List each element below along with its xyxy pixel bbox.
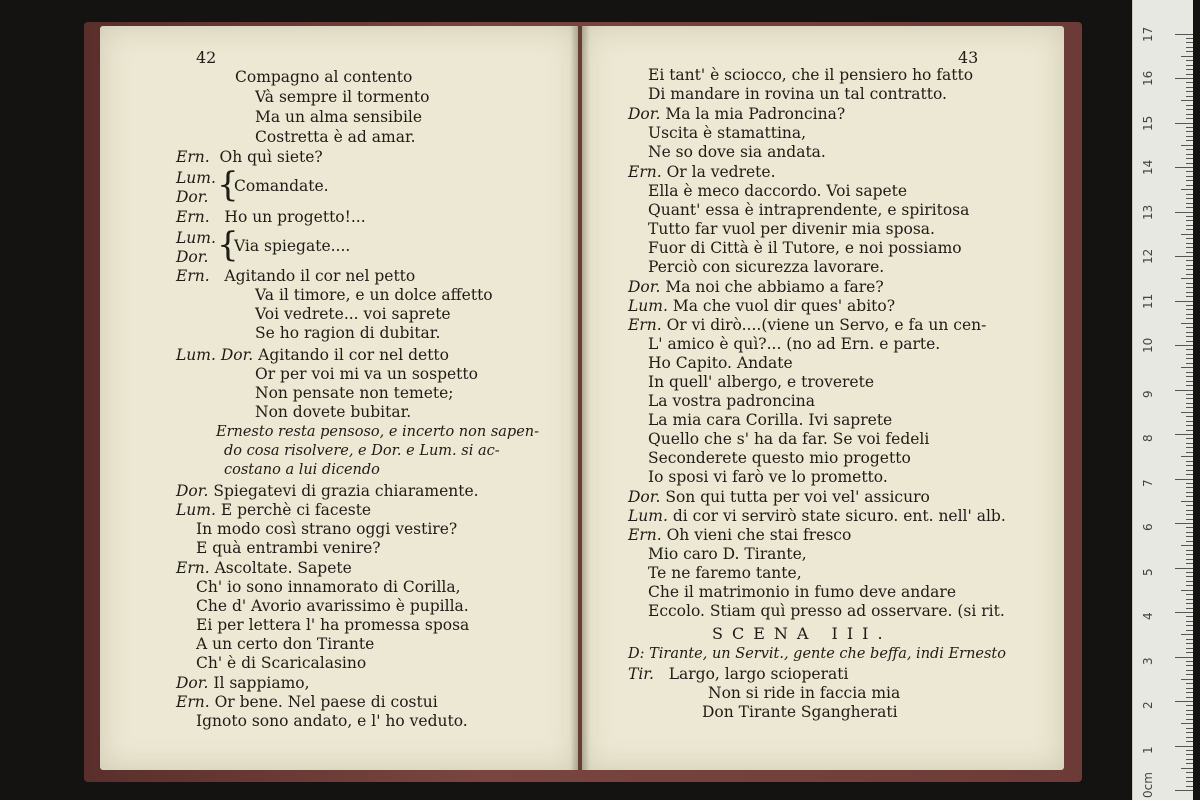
- ruler-tick: [1175, 390, 1193, 391]
- ruler-minor-tick: [1186, 688, 1193, 689]
- ruler-minor-tick: [1186, 292, 1193, 293]
- stage-direction: D: Tirante, un Servit., gente che beffa, indi Ernesto: [628, 646, 1006, 662]
- ruler-minor-tick: [1186, 60, 1193, 61]
- ruler-minor-tick: [1181, 189, 1193, 190]
- ruler-minor-tick: [1186, 470, 1193, 471]
- speaker-label: Ern.: [176, 693, 210, 711]
- ruler-minor-tick: [1186, 363, 1193, 364]
- ruler-minor-tick: [1181, 590, 1193, 591]
- ruler-label: 11: [1141, 293, 1155, 309]
- speaker-label: Dor.: [176, 674, 209, 692]
- ruler-tick: [1175, 78, 1193, 79]
- ruler-tick: [1175, 657, 1193, 658]
- ruler-minor-tick: [1186, 69, 1193, 70]
- ruler-minor-tick: [1186, 510, 1193, 511]
- ruler-minor-tick: [1186, 65, 1193, 66]
- ruler-minor-tick: [1186, 430, 1193, 431]
- dialogue-line: La mia cara Corilla. Ivi saprete: [648, 411, 893, 429]
- ruler-minor-tick: [1181, 501, 1193, 502]
- right-page: [582, 26, 1064, 770]
- ruler-tick: [1175, 301, 1193, 302]
- ruler-tick: [1175, 123, 1193, 124]
- ruler-label: 16: [1141, 70, 1155, 86]
- ruler-minor-tick: [1186, 341, 1193, 342]
- ruler-minor-tick: [1186, 82, 1193, 83]
- ruler-label: 12: [1141, 248, 1155, 264]
- dialogue-line: Ho Capito. Andate: [648, 354, 793, 372]
- ruler-tick: [1175, 256, 1193, 257]
- ruler-minor-tick: [1186, 452, 1193, 453]
- ruler-tick: [1175, 345, 1193, 346]
- speaker-label: Ern.: [176, 559, 210, 577]
- ruler-minor-tick: [1186, 621, 1193, 622]
- ruler-minor-tick: [1186, 461, 1193, 462]
- verse-line: Non si ride in faccia mia: [708, 684, 901, 702]
- ruler-label: 4: [1141, 612, 1155, 620]
- brace-glyph: {: [217, 225, 239, 265]
- speaker-label: Lum.: [176, 229, 216, 247]
- ruler-minor-tick: [1186, 207, 1193, 208]
- dialogue-line: Dor. Ma noi che abbiamo a fare?: [628, 278, 884, 296]
- ruler-minor-tick: [1186, 447, 1193, 448]
- dialogue-line: E quà entrambi venire?: [196, 539, 381, 557]
- ruler-minor-tick: [1186, 519, 1193, 520]
- ruler-minor-tick: [1186, 763, 1193, 764]
- ruler-minor-tick: [1186, 114, 1193, 115]
- ruler-minor-tick: [1186, 421, 1193, 422]
- ruler-minor-tick: [1186, 741, 1193, 742]
- ruler-label: 7: [1141, 478, 1155, 487]
- ruler-minor-tick: [1186, 283, 1193, 284]
- ruler-minor-tick: [1186, 247, 1193, 248]
- ruler-minor-tick: [1186, 465, 1193, 466]
- speaker-label: Ern.: [176, 208, 210, 226]
- ruler-minor-tick: [1186, 514, 1193, 515]
- ruler-minor-tick: [1186, 376, 1193, 377]
- dialogue-line: Uscita è stamattina,: [648, 124, 807, 142]
- speaker-label: Lum.: [176, 501, 216, 519]
- ruler-tick: [1175, 701, 1193, 702]
- ruler-label: 14: [1141, 159, 1155, 175]
- ruler-label: 1: [1141, 745, 1155, 754]
- ruler-minor-tick: [1181, 412, 1193, 413]
- ruler-minor-tick: [1186, 318, 1193, 319]
- ruler-minor-tick: [1186, 599, 1193, 600]
- dialogue-line: Mio caro D. Tirante,: [648, 545, 807, 563]
- speaker-label: Lum. Dor.: [176, 346, 254, 364]
- dialogue-line: Ella è meco daccordo. Voi sapete: [648, 182, 908, 200]
- ruler-label: 15: [1141, 115, 1155, 131]
- ruler-minor-tick: [1186, 225, 1193, 226]
- ruler-minor-tick: [1186, 105, 1193, 106]
- ruler-label: 8: [1141, 434, 1155, 442]
- ruler-label: 13: [1141, 204, 1155, 220]
- ruler-minor-tick: [1186, 536, 1193, 537]
- ruler-minor-tick: [1186, 398, 1193, 399]
- speaker-label: Ern.: [628, 316, 662, 334]
- ruler-minor-tick: [1186, 149, 1193, 150]
- speaker-label: Ern.: [628, 163, 662, 181]
- ruler-tick: [1175, 434, 1193, 435]
- speaker-label: Ern.: [176, 148, 210, 166]
- ruler-minor-tick: [1186, 692, 1193, 693]
- speaker-label: Dor.: [628, 105, 661, 123]
- ruler-minor-tick: [1181, 367, 1193, 368]
- ruler-minor-tick: [1186, 772, 1193, 773]
- ruler-minor-tick: [1186, 759, 1193, 760]
- ruler-minor-tick: [1181, 723, 1193, 724]
- ruler-minor-tick: [1186, 487, 1193, 488]
- ruler-minor-tick: [1186, 532, 1193, 533]
- dialogue-line: Lum. di cor vi servirò state sicuro. ent. nell' alb.: [628, 507, 1006, 525]
- ruler-minor-tick: [1186, 674, 1193, 675]
- stage-direction: Ernesto resta pensoso, e incerto non sapen-: [216, 424, 540, 440]
- ruler-minor-tick: [1186, 74, 1193, 75]
- ruler-minor-tick: [1186, 670, 1193, 671]
- dialogue-line: Tir. Largo, largo scioperati: [628, 665, 849, 683]
- speaker-label: Dor.: [628, 488, 661, 506]
- dialogue-line: Lum. Ma che vuol dir ques' abito?: [628, 297, 896, 315]
- dialogue-line: Ern. Oh quì siete?: [176, 148, 323, 166]
- dialogue-line: Ei tant' è sciocco, che il pensiero ho fatto: [648, 66, 974, 84]
- ruler-minor-tick: [1186, 639, 1193, 640]
- ruler-minor-tick: [1186, 714, 1193, 715]
- ruler-label: 2: [1141, 701, 1155, 709]
- ruler-minor-tick: [1186, 238, 1193, 239]
- ruler-minor-tick: [1186, 603, 1193, 604]
- ruler-minor-tick: [1186, 683, 1193, 684]
- dialogue-line: Che il matrimonio in fumo deve andare: [648, 583, 957, 601]
- ruler-minor-tick: [1186, 372, 1193, 373]
- dialogue-line: Fuor di Città è il Tutore, e noi possiamo: [648, 239, 962, 257]
- ruler-minor-tick: [1186, 381, 1193, 382]
- ruler-minor-tick: [1186, 38, 1193, 39]
- ruler-minor-tick: [1186, 394, 1193, 395]
- ruler-minor-tick: [1186, 327, 1193, 328]
- dialogue-line: Comandate.: [234, 177, 329, 195]
- ruler-minor-tick: [1186, 354, 1193, 355]
- ruler-tick: [1175, 568, 1193, 569]
- speaker-label: Dor.: [176, 188, 209, 206]
- speaker-label: Lum.: [176, 169, 216, 187]
- ruler-minor-tick: [1181, 456, 1193, 457]
- left-page: [100, 26, 578, 770]
- page-number: 43: [958, 48, 979, 67]
- ruler-minor-tick: [1186, 625, 1193, 626]
- ruler-minor-tick: [1186, 216, 1193, 217]
- ruler-minor-tick: [1181, 679, 1193, 680]
- ruler-minor-tick: [1186, 550, 1193, 551]
- verse-line: Non pensate non temete;: [255, 384, 454, 402]
- ruler-minor-tick: [1186, 47, 1193, 48]
- dialogue-line: Tutto far vuol per divenir mia sposa.: [648, 220, 935, 238]
- ruler-minor-tick: [1186, 443, 1193, 444]
- brace-glyph: {: [217, 165, 239, 205]
- dialogue-line: L' amico è quì?... (no ad Ern. e parte.: [648, 335, 941, 353]
- ruler-tick: [1175, 212, 1193, 213]
- verse-line: Costretta è ad amar.: [255, 128, 416, 146]
- ruler-minor-tick: [1186, 737, 1193, 738]
- dialogue-line: Ern. Or bene. Nel paese di costui: [176, 693, 438, 711]
- ruler-minor-tick: [1186, 505, 1193, 506]
- ruler-minor-tick: [1186, 136, 1193, 137]
- book-gutter: [570, 26, 590, 770]
- ruler-minor-tick: [1186, 576, 1193, 577]
- ruler-minor-tick: [1186, 332, 1193, 333]
- ruler-tick: [1175, 746, 1193, 747]
- ruler-minor-tick: [1186, 496, 1193, 497]
- ruler-minor-tick: [1186, 719, 1193, 720]
- dialogue-line: In quell' albergo, e troverete: [648, 373, 875, 391]
- ruler-minor-tick: [1181, 634, 1193, 635]
- dialogue-line: Dor. Ma la mia Padroncina?: [628, 105, 846, 123]
- ruler-tick: [1175, 790, 1193, 791]
- ruler-minor-tick: [1186, 554, 1193, 555]
- ruler-minor-tick: [1186, 665, 1193, 666]
- dialogue-line: Di mandare in rovina un tal contratto.: [648, 85, 947, 103]
- dialogue-line: Eccolo. Stiam quì presso ad osservare. (si rit.: [648, 602, 1005, 620]
- ruler-minor-tick: [1186, 572, 1193, 573]
- dialogue-line: A un certo don Tirante: [196, 635, 375, 653]
- dialogue-line: La vostra padroncina: [648, 392, 815, 410]
- ruler-minor-tick: [1186, 243, 1193, 244]
- ruler-minor-tick: [1186, 109, 1193, 110]
- ruler-label: 17: [1141, 26, 1155, 42]
- ruler-minor-tick: [1186, 96, 1193, 97]
- speaker-label: Tir.: [628, 665, 654, 683]
- ruler-minor-tick: [1186, 140, 1193, 141]
- ruler-minor-tick: [1186, 781, 1193, 782]
- ruler-minor-tick: [1186, 118, 1193, 119]
- ruler-minor-tick: [1186, 630, 1193, 631]
- ruler-minor-tick: [1186, 786, 1193, 787]
- dialogue-line: Io sposi vi farò ve lo prometto.: [648, 468, 888, 486]
- ruler-minor-tick: [1186, 527, 1193, 528]
- ruler-minor-tick: [1186, 287, 1193, 288]
- dialogue-line: Perciò con sicurezza lavorare.: [648, 258, 885, 276]
- ruler-label: 3: [1141, 656, 1155, 665]
- ruler-label: 9: [1141, 389, 1155, 398]
- ruler-minor-tick: [1186, 594, 1193, 595]
- ruler-minor-tick: [1186, 750, 1193, 751]
- dialogue-line: Ern. Ho un progetto!...: [176, 208, 366, 226]
- ruler-minor-tick: [1186, 171, 1193, 172]
- ruler-minor-tick: [1186, 643, 1193, 644]
- dialogue-line: Lum. E perchè ci faceste: [176, 501, 372, 519]
- ruler-minor-tick: [1181, 278, 1193, 279]
- dialogue-line: Ern. Or vi dirò....(viene un Servo, e fa un cen-: [628, 316, 987, 334]
- ruler-minor-tick: [1186, 158, 1193, 159]
- ruler-minor-tick: [1186, 154, 1193, 155]
- ruler-minor-tick: [1181, 56, 1193, 57]
- speaker-label: Dor.: [628, 278, 661, 296]
- dialogue-line: Ne so dove sia andata.: [648, 143, 826, 161]
- ruler-minor-tick: [1186, 407, 1193, 408]
- ruler-minor-tick: [1186, 91, 1193, 92]
- ruler-minor-tick: [1186, 425, 1193, 426]
- ruler-minor-tick: [1181, 100, 1193, 101]
- ruler-tick: [1175, 523, 1193, 524]
- ruler-minor-tick: [1181, 545, 1193, 546]
- ruler-minor-tick: [1186, 131, 1193, 132]
- ruler-tick: [1175, 167, 1193, 168]
- dialogue-line: Quello che s' ha da far. Se voi fedeli: [648, 430, 930, 448]
- ruler-minor-tick: [1186, 563, 1193, 564]
- ruler-minor-tick: [1181, 145, 1193, 146]
- dialogue-line: Te ne faremo tante,: [648, 564, 802, 582]
- ruler-minor-tick: [1186, 185, 1193, 186]
- dialogue-line: Ern. Ascoltate. Sapete: [176, 559, 352, 577]
- ruler-minor-tick: [1186, 296, 1193, 297]
- verse-line: Và sempre il tormento: [255, 88, 430, 106]
- ruler-minor-tick: [1186, 260, 1193, 261]
- ruler-minor-tick: [1186, 385, 1193, 386]
- ruler-minor-tick: [1186, 309, 1193, 310]
- speaker-label: Ern.: [176, 267, 210, 285]
- dialogue-line: Quant' essa è intraprendente, e spiritosa: [648, 201, 970, 219]
- ruler-minor-tick: [1181, 323, 1193, 324]
- dialogue-line: Ern. Agitando il cor nel petto: [176, 267, 416, 285]
- ruler-minor-tick: [1186, 710, 1193, 711]
- ruler-minor-tick: [1186, 336, 1193, 337]
- dialogue-line: In modo così strano oggi vestire?: [196, 520, 458, 538]
- stage-direction: costano a lui dicendo: [224, 462, 380, 478]
- dialogue-line: Dor. Il sappiamo,: [176, 674, 310, 692]
- ruler-minor-tick: [1186, 541, 1193, 542]
- ruler-minor-tick: [1186, 252, 1193, 253]
- ruler-minor-tick: [1186, 705, 1193, 706]
- ruler-minor-tick: [1186, 194, 1193, 195]
- ruler-minor-tick: [1186, 229, 1193, 230]
- ruler-minor-tick: [1186, 559, 1193, 560]
- ruler-minor-tick: [1186, 403, 1193, 404]
- ruler-minor-tick: [1181, 768, 1193, 769]
- page-number: 42: [196, 48, 217, 67]
- ruler-label: 6: [1141, 523, 1155, 531]
- verse-line: Ma un alma sensibile: [255, 108, 423, 126]
- ruler-minor-tick: [1186, 265, 1193, 266]
- ruler-label: 0cm: [1141, 772, 1155, 798]
- speaker-label: Dor.: [176, 248, 209, 266]
- stage-direction: do cosa risolvere, e Dor. e Lum. si ac-: [224, 443, 500, 459]
- verse-line: Don Tirante Sgangherati: [702, 703, 898, 721]
- ruler-minor-tick: [1186, 87, 1193, 88]
- ruler-minor-tick: [1186, 483, 1193, 484]
- dialogue-line: Via spiegate....: [234, 237, 351, 255]
- speaker-label: Dor.: [176, 482, 209, 500]
- speaker-label: Ern.: [628, 526, 662, 544]
- verse-line: Va il timore, e un dolce affetto: [255, 286, 493, 304]
- ruler-minor-tick: [1186, 180, 1193, 181]
- ruler-minor-tick: [1186, 176, 1193, 177]
- ruler-minor-tick: [1186, 269, 1193, 270]
- ruler-minor-tick: [1186, 697, 1193, 698]
- verse-line: Compagno al contento: [235, 68, 413, 86]
- ruler-minor-tick: [1186, 492, 1193, 493]
- verse-line: Se ho ragion di dubitar.: [255, 324, 441, 342]
- ruler-minor-tick: [1186, 732, 1193, 733]
- ruler-label: 5: [1141, 567, 1155, 576]
- ruler-minor-tick: [1186, 438, 1193, 439]
- ruler-minor-tick: [1186, 585, 1193, 586]
- ruler-minor-tick: [1186, 777, 1193, 778]
- ruler-minor-tick: [1186, 163, 1193, 164]
- verse-line: Non dovete bubitar.: [255, 403, 412, 421]
- ruler-minor-tick: [1186, 349, 1193, 350]
- ruler-minor-tick: [1186, 127, 1193, 128]
- ruler-minor-tick: [1186, 203, 1193, 204]
- ruler-minor-tick: [1186, 198, 1193, 199]
- dialogue-line: Ern. Oh vieni che stai fresco: [628, 526, 852, 544]
- dialogue-line: Ei per lettera l' ha promessa sposa: [196, 616, 470, 634]
- ruler-minor-tick: [1186, 358, 1193, 359]
- speaker-label: Lum.: [628, 507, 668, 525]
- ruler-minor-tick: [1186, 51, 1193, 52]
- ruler-minor-tick: [1186, 608, 1193, 609]
- ruler-minor-tick: [1186, 314, 1193, 315]
- ruler-minor-tick: [1186, 474, 1193, 475]
- ruler-minor-tick: [1186, 416, 1193, 417]
- ruler-minor-tick: [1186, 581, 1193, 582]
- speaker-label: Lum.: [628, 297, 668, 315]
- ruler-minor-tick: [1181, 234, 1193, 235]
- ruler-minor-tick: [1186, 305, 1193, 306]
- dialogue-line: Lum. Dor. Agitando il cor nel detto: [176, 346, 449, 364]
- measuring-ruler: [1132, 0, 1193, 800]
- verse-line: Voi vedrete... voi saprete: [255, 305, 451, 323]
- ruler-minor-tick: [1186, 728, 1193, 729]
- dialogue-line: Ch' è di Scaricalasino: [196, 654, 367, 672]
- ruler-tick: [1175, 612, 1193, 613]
- scene-heading: SCENA III.: [712, 624, 892, 643]
- dialogue-line: Dor. Spiegatevi di grazia chiaramente.: [176, 482, 479, 500]
- dialogue-line: Seconderete questo mio progetto: [648, 449, 911, 467]
- ruler-minor-tick: [1186, 616, 1193, 617]
- ruler-label: 10: [1141, 337, 1155, 353]
- ruler-minor-tick: [1186, 648, 1193, 649]
- ruler-minor-tick: [1186, 652, 1193, 653]
- ruler-minor-tick: [1186, 661, 1193, 662]
- dialogue-line: Ern. Or la vedrete.: [628, 163, 776, 181]
- ruler-minor-tick: [1186, 220, 1193, 221]
- ruler-minor-tick: [1186, 754, 1193, 755]
- verse-line: Or per voi mi va un sospetto: [255, 365, 478, 383]
- dialogue-line: Ignoto sono andato, e l' ho veduto.: [196, 712, 468, 730]
- dialogue-line: Ch' io sono innamorato di Corilla,: [196, 578, 461, 596]
- dialogue-line: Che d' Avorio avarissimo è pupilla.: [196, 597, 469, 615]
- ruler-tick: [1175, 34, 1193, 35]
- dialogue-line: Dor. Son qui tutta per voi vel' assicuro: [628, 488, 930, 506]
- ruler-tick: [1175, 479, 1193, 480]
- ruler-minor-tick: [1186, 274, 1193, 275]
- ruler-minor-tick: [1186, 42, 1193, 43]
